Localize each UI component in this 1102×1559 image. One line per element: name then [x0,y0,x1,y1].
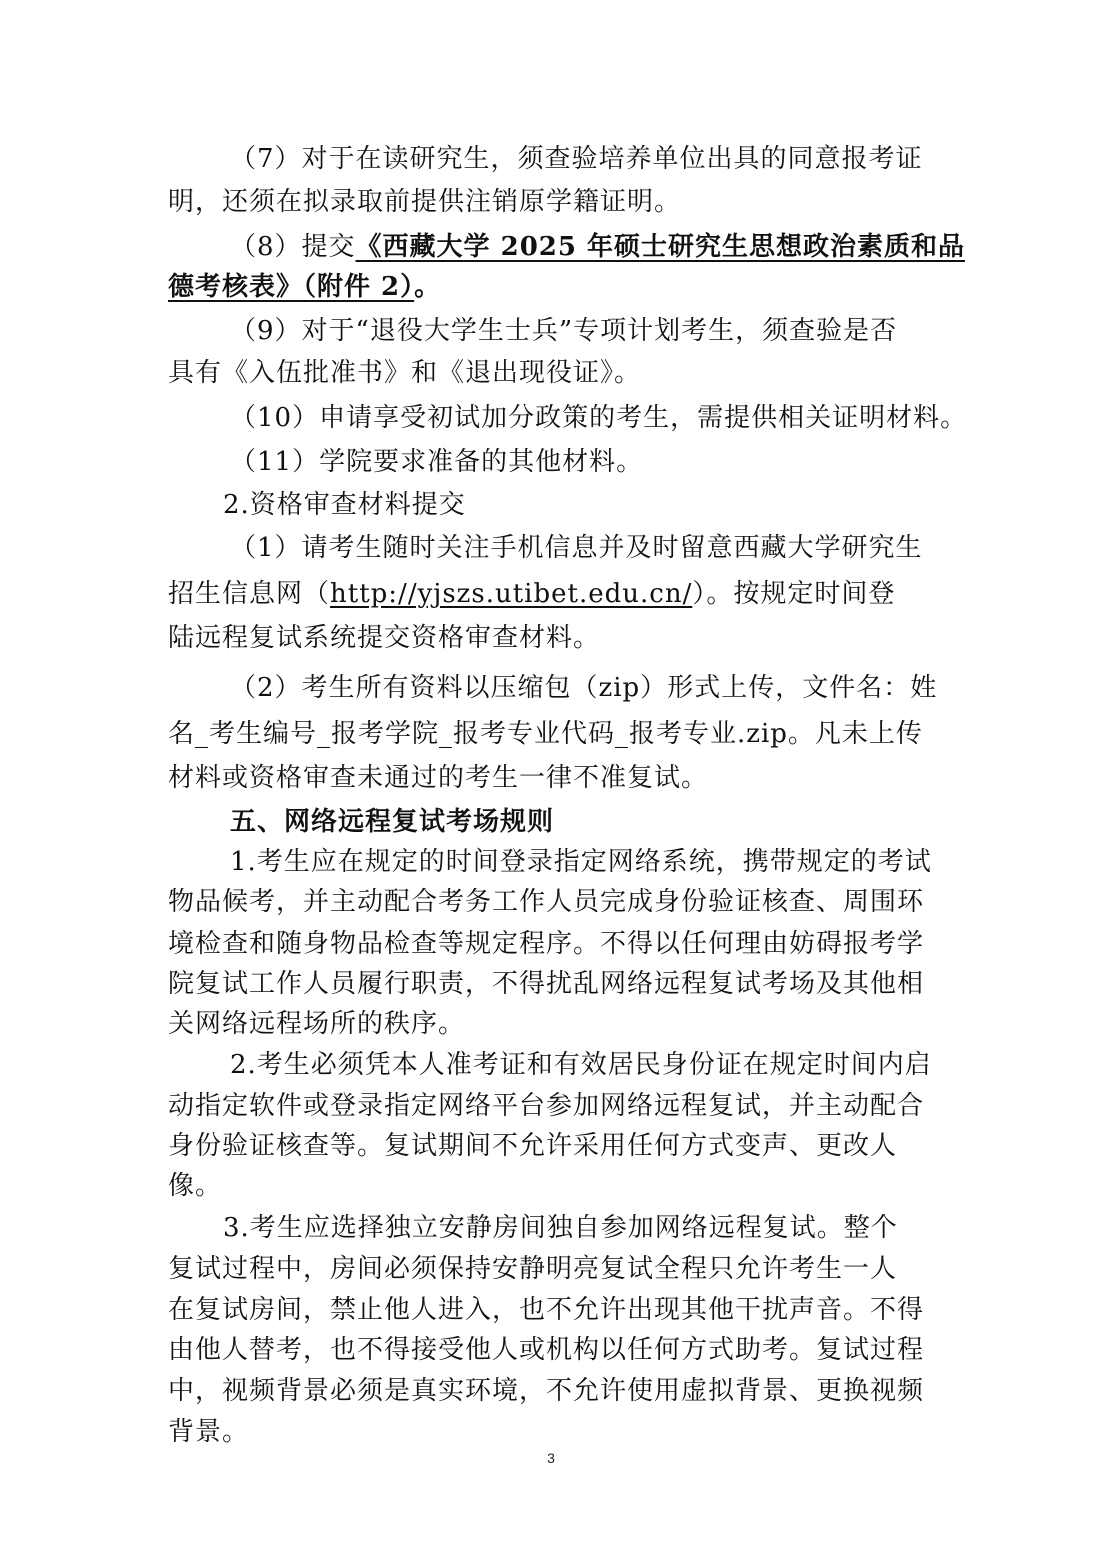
sub2-heading: 2.资格审查材料提交 [223,490,466,520]
item10: （10）申请享受初试加分政策的考生，需提供相关证明材料。 [230,403,968,433]
rule2-line4: 像。 [168,1171,223,1201]
item9-line2: 具有《入伍批准书》和《退出现役证》。 [168,358,642,388]
item7-line1: （7）对于在读研究生，须查验培养单位出具的同意报考证 [230,144,923,174]
page-number: 3 [547,1450,555,1466]
item11: （11）学院要求准备的其他材料。 [230,447,644,477]
rule1-line1: 1.考生应在规定的时间登录指定网络系统，携带规定的考试 [230,847,932,877]
rule3-line2: 复试过程中，房间必须保持安静明亮复试全程只允许考生一人 [168,1254,898,1284]
rule3-line4: 由他人替考，也不得接受他人或机构以任何方式助考。复试过程 [168,1335,925,1365]
rule1-line5: 关网络远程场所的秩序。 [168,1009,466,1039]
form-title-link-part2: 德考核表》（附件 2） [168,272,415,302]
sub2-item1-line3: 陆远程复试系统提交资格审查材料。 [168,623,601,653]
form-title-link-part1: 《西藏大学 2025 年硕士研究生思想政治素质和品 [355,232,966,262]
rule3-line3: 在复试房间，禁止他人进入，也不允许出现其他干扰声音。不得 [168,1295,925,1325]
sub2-item2-line1: （2）考生所有资料以压缩包（zip）形式上传，文件名：姓 [230,673,938,703]
sub2-item1-line2-prefix: 招生信息网（ [168,579,331,609]
item7-line2: 明，还须在拟录取前提供注销原学籍证明。 [168,187,682,217]
item9-line1: （9）对于“退役大学生士兵”专项计划考生，须查验是否 [230,316,898,346]
item8-prefix: （8）提交 [230,232,356,262]
admissions-url-link[interactable]: http://yjszs.utibet.edu.cn/ [330,579,693,609]
section5-heading: 五、网络远程复试考场规则 [230,807,555,837]
sub2-item1-line1: （1）请考生随时关注手机信息并及时留意西藏大学研究生 [230,533,923,563]
rule1-line3: 境检查和随身物品检查等规定程序。不得以任何理由妨碍报考学 [168,929,925,959]
rule1-line2: 物品候考，并主动配合考务工作人员完成身份验证核查、周围环 [168,887,925,917]
rule2-line1: 2.考生必须凭本人准考证和有效居民身份证在规定时间内启 [230,1050,932,1080]
item8-end: 。 [414,272,442,302]
rule2-line2: 动指定软件或登录指定网络平台参加网络远程复试，并主动配合 [168,1091,925,1121]
rule3-line6: 背景。 [168,1417,250,1447]
rule2-line3: 身份验证核查等。复试期间不允许采用任何方式变声、更改人 [168,1131,898,1161]
sub2-item2-line2: 名_考生编号_报考学院_报考专业代码_报考专业.zip。凡未上传 [168,719,923,749]
rule3-line5: 中，视频背景必须是真实环境，不允许使用虚拟背景、更换视频 [168,1376,925,1406]
sub2-item2-line3: 材料或资格审查未通过的考生一律不准复试。 [168,763,709,793]
rule1-line4: 院复试工作人员履行职责，不得扰乱网络远程复试考场及其他相 [168,969,925,999]
item8-line2 [168,271,441,303]
sub2-item1-line2-suffix: ）。按规定时间登 [692,579,896,609]
rule3-line1: 3.考生应选择独立安静房间独自参加网络远程复试。整个 [223,1213,898,1243]
item8-line1 [230,231,965,263]
sub2-item1-line2 [168,578,895,610]
